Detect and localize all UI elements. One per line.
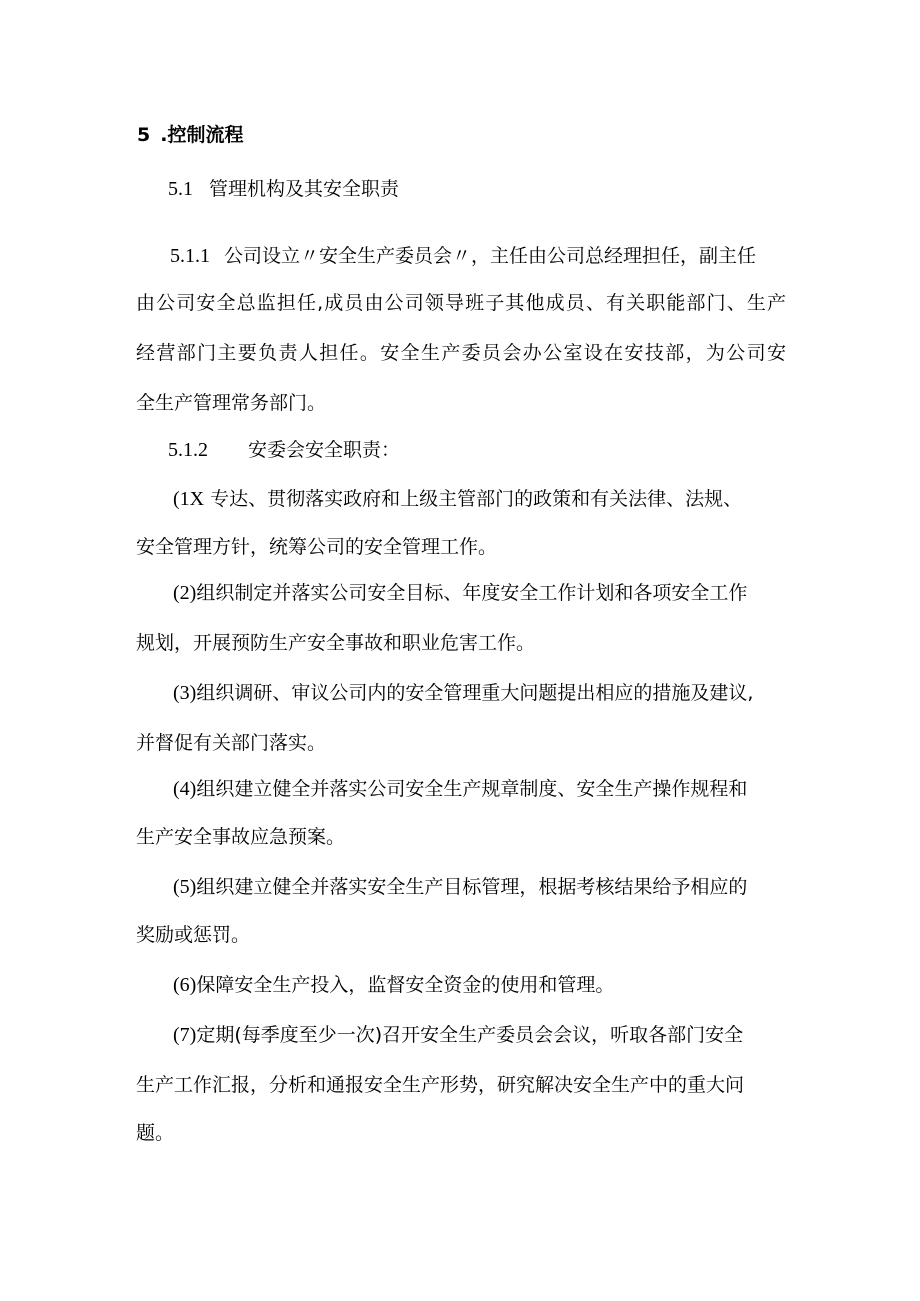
subsection-number: 5.1 — [168, 178, 193, 200]
duty-4-text: 组织建立健全并落实公司安全生产规章制度、安全生产操作规程和 — [196, 778, 748, 800]
clause-512-heading — [168, 437, 400, 463]
section-heading — [137, 122, 243, 148]
duty-4-line-2: 生产安全事故应急预案。 — [136, 826, 346, 848]
clause-511-line-4: 全生产管理常务部门。 — [136, 392, 327, 414]
clause-511-number: 5.1.1 — [170, 245, 210, 267]
duty-2-line-1 — [173, 580, 747, 606]
section-title: .控制流程 — [160, 124, 244, 146]
duty-5-text: 组织建立健全并落实安全生产目标管理，根据考核结果给予相应的 — [196, 876, 748, 898]
clause-511-line-2: 由公司安全总监担任,成员由公司领导班子其他成员、有关职能部门、生产 — [136, 292, 786, 314]
clause-511-text: 公司设立〃安全生产委员会〃，主任由公司总经理担任，副主任 — [224, 245, 757, 267]
duty-5-marker: (5) — [173, 876, 197, 898]
duty-2-marker: (2) — [173, 582, 197, 604]
duty-6-text: 保障安全生产投入，监督安全资金的使用和管理。 — [196, 974, 615, 996]
duty-3-line-1 — [173, 680, 753, 706]
duty-1-text: 专达、贯彻落实政府和上级主管部门的政策和有关法律、法规、 — [210, 488, 743, 510]
duty-3-marker: (3) — [173, 682, 197, 704]
duty-7-marker: (7) — [173, 1024, 197, 1046]
duty-6-marker: (6) — [173, 974, 197, 996]
duty-3-text: 组织调研、审议公司内的安全管理重大问题提出相应的措施及建议, — [196, 682, 754, 704]
duty-7-line-1 — [173, 1022, 743, 1048]
subsection-heading — [168, 176, 399, 202]
clause-512-number: 5.1.2 — [168, 439, 208, 461]
duty-1-line-1 — [173, 486, 742, 512]
duty-2-line-2: 规划，开展预防生产安全事故和职业危害工作。 — [136, 632, 536, 654]
clause-511-line-1 — [170, 243, 756, 269]
duty-1-line-2: 安全管理方针，统筹公司的安全管理工作。 — [136, 536, 498, 558]
section-number: 5 — [137, 124, 151, 146]
duty-1-marker: (1X — [173, 488, 205, 510]
duty-7-line-3: 题。 — [136, 1122, 175, 1144]
subsection-title: 管理机构及其安全职责 — [209, 178, 400, 200]
duty-4-marker: (4) — [173, 778, 197, 800]
clause-512-title: 安委会安全职责： — [248, 439, 401, 461]
duty-5-line-2: 奖励或惩罚。 — [136, 924, 251, 946]
duty-4-line-1 — [173, 776, 747, 802]
duty-7-line-2: 生产工作汇报，分析和通报安全生产形势，研究解决安全生产中的重大问 — [136, 1074, 745, 1096]
duty-3-line-2: 并督促有关部门落实。 — [136, 732, 327, 754]
duty-7-text: 定期(每季度至少一次)召开安全生产委员会会议，听取各部门安全 — [196, 1024, 744, 1046]
duty-2-text: 组织制定并落实公司安全目标、年度安全工作计划和各项安全工作 — [196, 582, 748, 604]
duty-6-line-1 — [173, 972, 614, 998]
duty-5-line-1 — [173, 874, 747, 900]
clause-511-line-3: 经营部门主要负责人担任。安全生产委员会办公室设在安技部，为公司安 — [136, 342, 786, 364]
